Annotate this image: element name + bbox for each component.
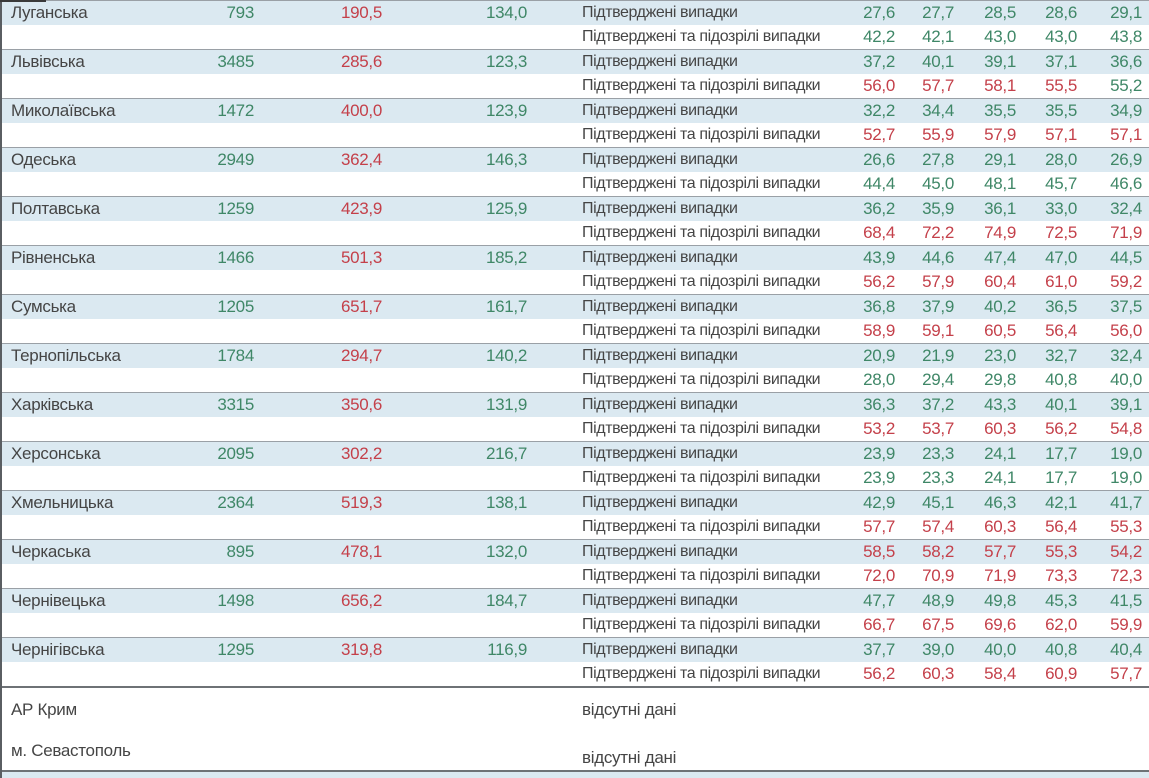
confirmed-week-value: 32,7 <box>1045 346 1077 365</box>
table-row <box>2 515 1149 539</box>
region-num1-value: 1295 <box>217 640 254 659</box>
table-row <box>2 172 1149 196</box>
suspected-week-value: 56,0 <box>863 76 895 95</box>
confirmed-week-value: 39,1 <box>984 52 1016 71</box>
region-name: Харківська <box>11 395 93 414</box>
confirmed-week-value: 28,5 <box>984 3 1016 22</box>
suspected-week-value: 42,2 <box>863 27 895 46</box>
region-num2-value: 319,8 <box>340 640 382 659</box>
suspected-week-value: 72,2 <box>922 223 954 242</box>
confirmed-week-value: 43,9 <box>863 248 895 267</box>
region-num1-value: 1784 <box>217 346 254 365</box>
suspected-week-value: 48,1 <box>984 174 1016 193</box>
suspected-week-value: 58,4 <box>984 664 1016 683</box>
confirmed-week-value: 42,1 <box>1045 493 1077 512</box>
confirmed-week-value: 19,0 <box>1110 444 1142 463</box>
suspected-week-value: 57,7 <box>922 76 954 95</box>
confirmed-week-value: 40,2 <box>984 297 1016 316</box>
region-group <box>2 147 1149 196</box>
suspected-week-value: 17,7 <box>1045 468 1077 487</box>
table-row <box>2 540 1149 564</box>
metric-label-confirmed-suspected: Підтверджені та підозрілі випадки <box>582 126 821 143</box>
table-row <box>2 319 1149 343</box>
region-num1-value: 793 <box>226 3 254 22</box>
metric-label-confirmed-suspected: Підтверджені та підозрілі випадки <box>582 616 821 633</box>
suspected-week-value: 56,0 <box>1110 321 1142 340</box>
suspected-week-value: 62,0 <box>1045 615 1077 634</box>
suspected-week-value: 53,7 <box>922 419 954 438</box>
confirmed-week-value: 28,0 <box>1045 150 1077 169</box>
region-group <box>2 196 1149 245</box>
region-num1-value: 2095 <box>217 444 254 463</box>
region-group <box>2 637 1149 686</box>
confirmed-week-value: 36,6 <box>1110 52 1142 71</box>
suspected-week-value: 43,8 <box>1110 27 1142 46</box>
region-name: Хмельницька <box>11 493 114 512</box>
region-num3-value: 131,9 <box>485 395 527 414</box>
confirmed-week-value: 40,8 <box>1045 640 1077 659</box>
metric-label-confirmed: Підтверджені випадки <box>582 396 738 413</box>
suspected-week-value: 73,3 <box>1045 566 1077 585</box>
metric-label-confirmed-suspected: Підтверджені та підозрілі випадки <box>582 28 821 45</box>
metric-label-confirmed: Підтверджені випадки <box>582 249 738 266</box>
metric-label-confirmed-suspected: Підтверджені та підозрілі випадки <box>582 469 821 486</box>
suspected-week-value: 57,7 <box>1110 664 1142 683</box>
confirmed-week-value: 27,8 <box>922 150 954 169</box>
region-num1-value: 3315 <box>217 395 254 414</box>
region-name: м. Севастополь <box>11 741 131 760</box>
suspected-week-value: 60,3 <box>984 517 1016 536</box>
region-num3-value: 146,3 <box>485 150 527 169</box>
confirmed-week-value: 26,6 <box>863 150 895 169</box>
table-row <box>2 393 1149 417</box>
region-num3-value: 138,1 <box>485 493 527 512</box>
confirmed-week-value: 34,4 <box>922 101 954 120</box>
region-name: Полтавська <box>11 199 100 218</box>
suspected-week-value: 52,7 <box>863 125 895 144</box>
region-num3-value: 134,0 <box>485 3 527 22</box>
confirmed-week-value: 48,9 <box>922 591 954 610</box>
confirmed-week-value: 45,3 <box>1045 591 1077 610</box>
table-row <box>2 295 1149 319</box>
suspected-week-value: 60,4 <box>984 272 1016 291</box>
confirmed-week-value: 28,6 <box>1045 3 1077 22</box>
region-num1-value: 3485 <box>217 52 254 71</box>
confirmed-week-value: 37,2 <box>863 52 895 71</box>
confirmed-week-value: 55,3 <box>1045 542 1077 561</box>
confirmed-week-value: 37,9 <box>922 297 954 316</box>
confirmed-week-value: 35,5 <box>1045 101 1077 120</box>
region-num3-value: 125,9 <box>485 199 527 218</box>
table-row <box>2 270 1149 294</box>
region-name: Херсонська <box>11 444 101 463</box>
suspected-week-value: 60,3 <box>922 664 954 683</box>
confirmed-week-value: 20,9 <box>863 346 895 365</box>
confirmed-week-value: 58,2 <box>922 542 954 561</box>
suspected-week-value: 59,1 <box>922 321 954 340</box>
metric-label-confirmed: Підтверджені випадки <box>582 298 738 315</box>
metric-label-confirmed: Підтверджені випадки <box>582 543 738 560</box>
confirmed-week-value: 45,1 <box>922 493 954 512</box>
suspected-week-value: 40,8 <box>1045 370 1077 389</box>
metric-label-confirmed: Підтверджені випадки <box>582 102 738 119</box>
confirmed-week-value: 58,5 <box>863 542 895 561</box>
region-num2-value: 478,1 <box>340 542 382 561</box>
suspected-week-value: 68,4 <box>863 223 895 242</box>
suspected-week-value: 72,5 <box>1045 223 1077 242</box>
metric-label-confirmed: Підтверджені випадки <box>582 200 738 217</box>
confirmed-week-value: 32,2 <box>863 101 895 120</box>
region-group <box>2 343 1149 392</box>
region-name: Рівненська <box>11 248 96 267</box>
suspected-week-value: 59,2 <box>1110 272 1142 291</box>
region-num2-value: 501,3 <box>340 248 382 267</box>
suspected-week-value: 46,6 <box>1110 174 1142 193</box>
suspected-week-value: 55,5 <box>1045 76 1077 95</box>
confirmed-week-value: 44,6 <box>922 248 954 267</box>
confirmed-week-value: 29,1 <box>984 150 1016 169</box>
suspected-week-value: 53,2 <box>863 419 895 438</box>
suspected-week-value: 71,9 <box>1110 223 1142 242</box>
metric-label-confirmed-suspected: Підтверджені та підозрілі випадки <box>582 420 821 437</box>
metric-label-confirmed-suspected: Підтверджені та підозрілі випадки <box>582 224 821 241</box>
metric-label-confirmed: Підтверджені випадки <box>582 4 738 21</box>
no-data-label: відсутні дані <box>582 748 677 767</box>
region-group <box>2 539 1149 588</box>
confirmed-week-value: 49,8 <box>984 591 1016 610</box>
suspected-week-value: 23,3 <box>922 468 954 487</box>
confirmed-week-value: 43,3 <box>984 395 1016 414</box>
confirmed-week-value: 32,4 <box>1110 199 1142 218</box>
confirmed-week-value: 41,5 <box>1110 591 1142 610</box>
table-row <box>2 613 1149 637</box>
metric-label-confirmed: Підтверджені випадки <box>582 494 738 511</box>
region-num1-value: 2949 <box>217 150 254 169</box>
suspected-week-value: 71,9 <box>984 566 1016 585</box>
metric-label-confirmed-suspected: Підтверджені та підозрілі випадки <box>582 371 821 388</box>
confirmed-week-value: 21,9 <box>922 346 954 365</box>
confirmed-week-value: 40,1 <box>1045 395 1077 414</box>
suspected-week-value: 57,9 <box>922 272 954 291</box>
region-num3-value: 116,9 <box>487 640 527 659</box>
region-num2-value: 302,2 <box>340 444 382 463</box>
confirmed-week-value: 32,4 <box>1110 346 1142 365</box>
table-row <box>2 564 1149 588</box>
suspected-week-value: 72,3 <box>1110 566 1142 585</box>
suspected-week-value: 54,8 <box>1110 419 1142 438</box>
region-num1-value: 1466 <box>217 248 254 267</box>
confirmed-week-value: 37,2 <box>922 395 954 414</box>
region-num1-value: 1472 <box>217 101 254 120</box>
suspected-week-value: 61,0 <box>1045 272 1077 291</box>
suspected-week-value: 74,9 <box>984 223 1016 242</box>
confirmed-week-value: 36,2 <box>863 199 895 218</box>
region-num3-value: 123,9 <box>485 101 527 120</box>
table-row <box>2 246 1149 270</box>
metric-label-confirmed-suspected: Підтверджені та підозрілі випадки <box>582 665 821 682</box>
suspected-week-value: 29,4 <box>922 370 954 389</box>
confirmed-week-value: 23,0 <box>984 346 1016 365</box>
region-group <box>2 441 1149 490</box>
metric-label-confirmed-suspected: Підтверджені та підозрілі випадки <box>582 567 821 584</box>
no-data-row <box>2 732 1149 770</box>
region-name: Чернігівська <box>11 640 105 659</box>
regions-table-body <box>2 0 1149 686</box>
region-group <box>2 294 1149 343</box>
suspected-week-value: 67,5 <box>922 615 954 634</box>
suspected-week-value: 58,1 <box>984 76 1016 95</box>
confirmed-week-value: 40,4 <box>1110 640 1142 659</box>
region-num3-value: 184,7 <box>485 591 527 610</box>
table-row <box>2 1 1149 25</box>
confirmed-week-value: 54,2 <box>1110 542 1142 561</box>
no-data-section <box>2 686 1149 770</box>
region-name: Одеська <box>11 150 76 169</box>
region-num2-value: 423,9 <box>340 199 382 218</box>
confirmed-week-value: 37,1 <box>1045 52 1077 71</box>
region-num2-value: 294,7 <box>340 346 382 365</box>
table-row <box>2 662 1149 686</box>
suspected-week-value: 56,2 <box>863 664 895 683</box>
suspected-week-value: 28,0 <box>863 370 895 389</box>
table-row <box>2 638 1149 662</box>
suspected-week-value: 55,3 <box>1110 517 1142 536</box>
suspected-week-value: 60,3 <box>984 419 1016 438</box>
suspected-week-value: 57,1 <box>1110 125 1142 144</box>
no-data-label: відсутні дані <box>582 700 677 719</box>
region-num1-value: 1205 <box>217 297 254 316</box>
suspected-week-value: 55,2 <box>1110 76 1142 95</box>
table-row <box>2 123 1149 147</box>
suspected-week-value: 40,0 <box>1110 370 1142 389</box>
region-name: Сумська <box>11 297 76 316</box>
table-row <box>2 25 1149 49</box>
confirmed-week-value: 47,7 <box>863 591 895 610</box>
region-num3-value: 161,7 <box>485 297 527 316</box>
suspected-week-value: 69,6 <box>984 615 1016 634</box>
confirmed-week-value: 47,0 <box>1045 248 1077 267</box>
table-row <box>2 50 1149 74</box>
confirmed-week-value: 27,6 <box>863 3 895 22</box>
region-num1-value: 895 <box>226 542 254 561</box>
suspected-week-value: 55,9 <box>922 125 954 144</box>
region-group <box>2 49 1149 98</box>
suspected-week-value: 23,9 <box>863 468 895 487</box>
suspected-week-value: 43,0 <box>1045 27 1077 46</box>
confirmed-week-value: 26,9 <box>1110 150 1142 169</box>
region-num1-value: 1259 <box>217 199 254 218</box>
region-num1-value: 1498 <box>217 591 254 610</box>
confirmed-week-value: 36,8 <box>863 297 895 316</box>
region-group <box>2 490 1149 539</box>
region-name: АР Крим <box>11 700 77 719</box>
confirmed-week-value: 36,1 <box>984 199 1016 218</box>
region-num2-value: 350,6 <box>340 395 382 414</box>
table-row <box>2 74 1149 98</box>
no-data-row <box>2 688 1149 732</box>
confirmed-week-value: 33,0 <box>1045 199 1077 218</box>
suspected-week-value: 24,1 <box>984 468 1016 487</box>
table-row <box>2 148 1149 172</box>
suspected-week-value: 70,9 <box>922 566 954 585</box>
metric-label-confirmed-suspected: Підтверджені та підозрілі випадки <box>582 518 821 535</box>
region-group <box>2 98 1149 147</box>
region-name: Тернопільська <box>11 346 121 365</box>
confirmed-week-value: 42,9 <box>863 493 895 512</box>
region-name: Черкаська <box>11 542 91 561</box>
suspected-week-value: 43,0 <box>984 27 1016 46</box>
region-num2-value: 362,4 <box>340 150 382 169</box>
region-num2-value: 285,6 <box>340 52 382 71</box>
suspected-week-value: 45,7 <box>1045 174 1077 193</box>
confirmed-week-value: 35,9 <box>922 199 954 218</box>
confirmed-week-value: 23,9 <box>863 444 895 463</box>
metric-label-confirmed: Підтверджені випадки <box>582 347 738 364</box>
metric-label-confirmed: Підтверджені випадки <box>582 592 738 609</box>
region-group <box>2 392 1149 441</box>
region-num2-value: 519,3 <box>340 493 382 512</box>
cropped-row-fragment <box>0 0 46 2</box>
confirmed-week-value: 46,3 <box>984 493 1016 512</box>
suspected-week-value: 29,8 <box>984 370 1016 389</box>
table-row <box>2 368 1149 392</box>
confirmed-week-value: 37,5 <box>1110 297 1142 316</box>
table-row <box>2 417 1149 441</box>
confirmed-week-value: 39,0 <box>922 640 954 659</box>
suspected-week-value: 45,0 <box>922 174 954 193</box>
confirmed-week-value: 36,5 <box>1045 297 1077 316</box>
confirmed-week-value: 47,4 <box>984 248 1016 267</box>
region-name: Миколаївська <box>11 101 116 120</box>
confirmed-week-value: 34,9 <box>1110 101 1142 120</box>
confirmed-week-value: 17,7 <box>1045 444 1077 463</box>
confirmed-week-value: 36,3 <box>863 395 895 414</box>
table-row <box>2 466 1149 490</box>
suspected-week-value: 56,4 <box>1045 321 1077 340</box>
confirmed-week-value: 23,3 <box>922 444 954 463</box>
confirmed-week-value: 39,1 <box>1110 395 1142 414</box>
suspected-week-value: 57,4 <box>922 517 954 536</box>
suspected-week-value: 44,4 <box>863 174 895 193</box>
table-row <box>2 221 1149 245</box>
suspected-week-value: 66,7 <box>863 615 895 634</box>
confirmed-week-value: 44,5 <box>1110 248 1142 267</box>
suspected-week-value: 57,1 <box>1045 125 1077 144</box>
suspected-week-value: 60,5 <box>984 321 1016 340</box>
suspected-week-value: 72,0 <box>863 566 895 585</box>
suspected-week-value: 19,0 <box>1110 468 1142 487</box>
suspected-week-value: 56,4 <box>1045 517 1077 536</box>
region-num2-value: 651,7 <box>340 297 382 316</box>
table-row <box>2 442 1149 466</box>
confirmed-week-value: 27,7 <box>922 3 954 22</box>
next-row-strip <box>2 772 1149 778</box>
region-group <box>2 588 1149 637</box>
region-num3-value: 123,3 <box>485 52 527 71</box>
region-num3-value: 185,2 <box>485 248 527 267</box>
suspected-week-value: 60,9 <box>1045 664 1077 683</box>
confirmed-week-value: 40,0 <box>984 640 1016 659</box>
region-num3-value: 140,2 <box>485 346 527 365</box>
metric-label-confirmed-suspected: Підтверджені та підозрілі випадки <box>582 77 821 94</box>
region-group <box>2 0 1149 49</box>
confirmed-week-value: 57,7 <box>984 542 1016 561</box>
confirmed-week-value: 29,1 <box>1110 3 1142 22</box>
metric-label-confirmed-suspected: Підтверджені та підозрілі випадки <box>582 273 821 290</box>
metric-label-confirmed: Підтверджені випадки <box>582 53 738 70</box>
metric-label-confirmed: Підтверджені випадки <box>582 641 738 658</box>
table-row <box>2 197 1149 221</box>
region-name: Чернівецька <box>11 591 106 610</box>
region-num3-value: 132,0 <box>485 542 527 561</box>
confirmed-week-value: 40,1 <box>922 52 954 71</box>
suspected-week-value: 58,9 <box>863 321 895 340</box>
region-num2-value: 190,5 <box>340 3 382 22</box>
region-name: Львівська <box>11 52 85 71</box>
confirmed-week-value: 35,5 <box>984 101 1016 120</box>
metric-label-confirmed: Підтверджені випадки <box>582 151 738 168</box>
metric-label-confirmed-suspected: Підтверджені та підозрілі випадки <box>582 175 821 192</box>
region-num2-value: 656,2 <box>340 591 382 610</box>
table-row <box>2 491 1149 515</box>
suspected-week-value: 57,7 <box>863 517 895 536</box>
suspected-week-value: 57,9 <box>984 125 1016 144</box>
confirmed-week-value: 24,1 <box>984 444 1016 463</box>
region-num2-value: 400,0 <box>340 101 382 120</box>
suspected-week-value: 42,1 <box>922 27 954 46</box>
table-row <box>2 589 1149 613</box>
suspected-week-value: 56,2 <box>863 272 895 291</box>
region-num3-value: 216,7 <box>485 444 527 463</box>
table-row <box>2 344 1149 368</box>
table-row <box>2 99 1149 123</box>
region-num1-value: 2364 <box>217 493 254 512</box>
confirmed-week-value: 41,7 <box>1110 493 1142 512</box>
confirmed-week-value: 37,7 <box>863 640 895 659</box>
metric-label-confirmed-suspected: Підтверджені та підозрілі випадки <box>582 322 821 339</box>
suspected-week-value: 56,2 <box>1045 419 1077 438</box>
metric-label-confirmed: Підтверджені випадки <box>582 445 738 462</box>
region-group <box>2 245 1149 294</box>
region-name: Луганська <box>11 3 88 22</box>
suspected-week-value: 59,9 <box>1110 615 1142 634</box>
